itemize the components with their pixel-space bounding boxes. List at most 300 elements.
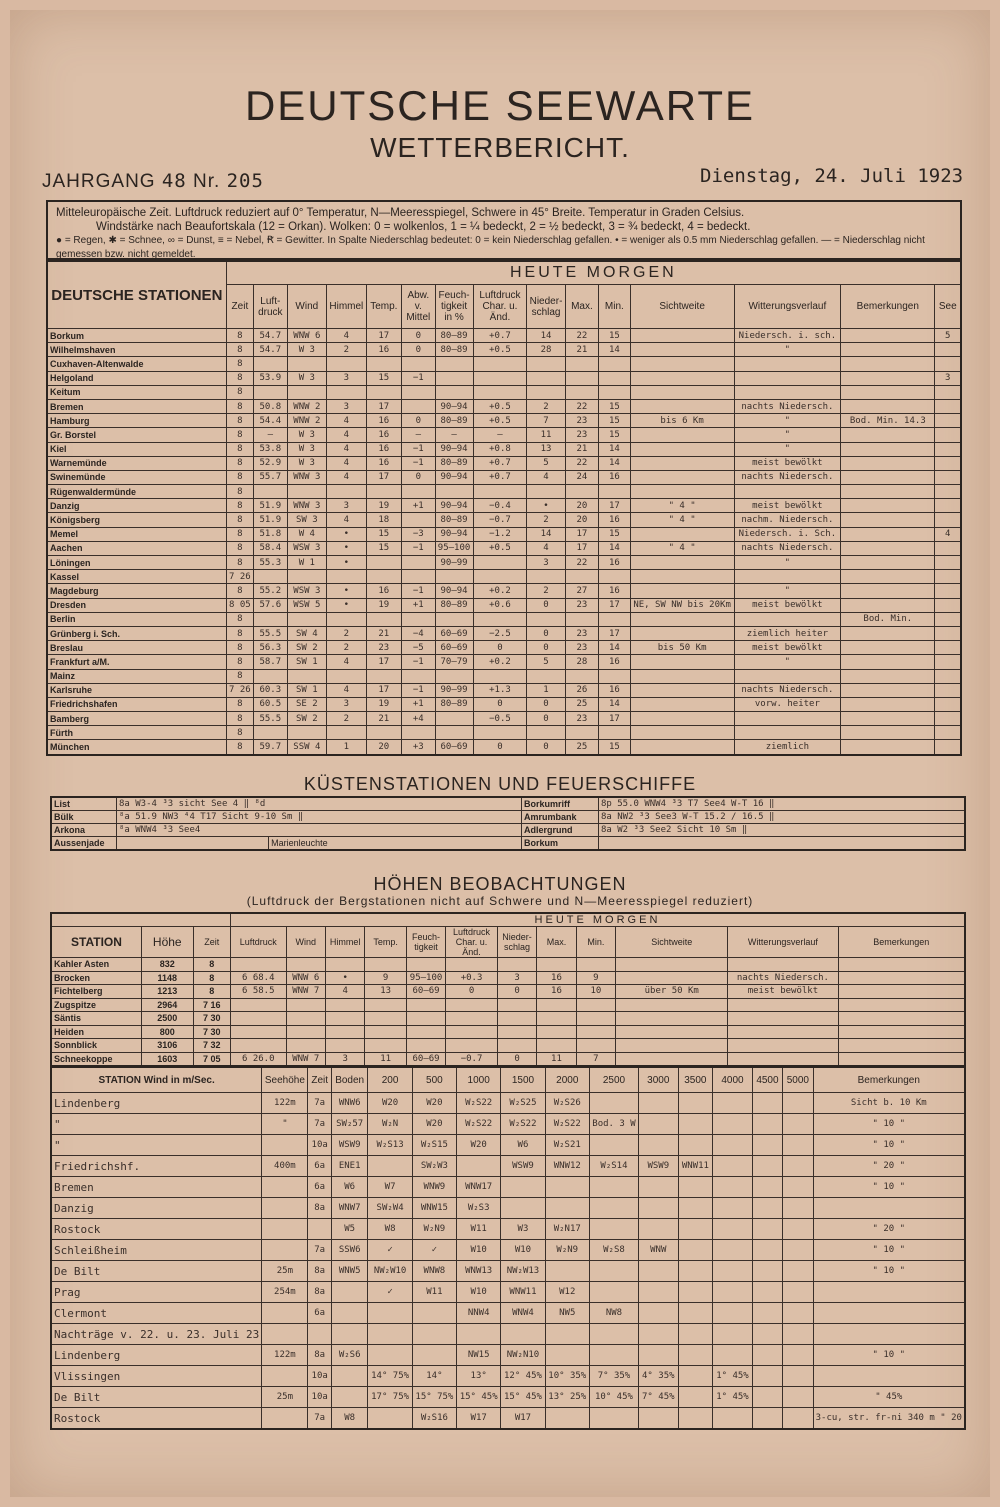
- column-header: 3500: [678, 1067, 713, 1093]
- cell-char: +1.3: [473, 683, 527, 697]
- cell-himmel: 4: [327, 428, 366, 442]
- cell-verlauf: [734, 726, 841, 740]
- cell-c1000: W₂S22: [457, 1093, 501, 1114]
- cell-zeit: 7a: [308, 1093, 331, 1114]
- station-name: Sonnblick: [51, 1039, 141, 1053]
- cell-bem: [813, 1198, 965, 1219]
- cell-bem: [813, 1282, 965, 1303]
- cell-wind: SW 3: [287, 513, 327, 527]
- cell-temp: 17: [366, 399, 402, 413]
- cell-druck: 6 68.4: [230, 971, 286, 985]
- cell-bem: " 10 ": [813, 1135, 965, 1156]
- station-name: Brocken: [51, 971, 141, 985]
- coastal-station: Bülk: [51, 811, 117, 824]
- station-name: Lindenberg: [51, 1345, 262, 1366]
- cell-feucht: [435, 726, 473, 740]
- table-row: [47, 641, 961, 655]
- cell-c5000: [783, 1114, 813, 1135]
- coastal-station: Aussenjade: [51, 837, 117, 851]
- cell-max: 23: [565, 712, 598, 726]
- cell-c4000: 1° 45%: [713, 1387, 753, 1408]
- column-header: Bemerkungen: [813, 1067, 965, 1093]
- cell-c1000: W₂S3: [457, 1198, 501, 1219]
- coastal-mid-label: Marienleuchte: [269, 837, 522, 851]
- station-name: Danzig: [51, 1198, 262, 1219]
- cell-sicht: [630, 329, 734, 343]
- cell-feucht: 60—69: [435, 641, 473, 655]
- cell-c200: [368, 1324, 412, 1345]
- station-name: Heiden: [51, 1025, 141, 1039]
- cell-c4500: [752, 1093, 782, 1114]
- cell-bem: " 10 ": [813, 1345, 965, 1366]
- cell-max: 25: [565, 740, 598, 755]
- cell-c1500: WSW9: [501, 1156, 545, 1177]
- coastal-value: [599, 837, 966, 851]
- cell-feucht: 90—94: [435, 442, 473, 456]
- cell-himmel: [325, 1012, 364, 1026]
- cell-wind: WNW 2: [287, 399, 327, 413]
- hoehen-table: [50, 912, 966, 1067]
- cell-min: [576, 958, 615, 972]
- cell-min: [576, 1025, 615, 1039]
- cell-boden: W₂S6: [331, 1345, 368, 1366]
- station-name: Kahler Asten: [51, 958, 141, 972]
- coastal-value: 8a NW2 ³3 See3 W-T 15.2 / 16.5 ‖: [599, 811, 966, 824]
- station-name: Mainz: [47, 669, 226, 683]
- column-header: Feuch-tigkeit: [406, 927, 445, 958]
- cell-bem: Bod. Min. 14.3: [841, 414, 935, 428]
- cell-verlauf: nachts Niedersch.: [734, 683, 841, 697]
- cell-c200: ✓: [368, 1240, 412, 1261]
- cell-nied: [527, 612, 565, 626]
- cell-c4000: [713, 1156, 753, 1177]
- cell-sicht: [616, 1052, 728, 1066]
- cell-c2000: W₂N17: [545, 1219, 589, 1240]
- cell-c200: [368, 1408, 412, 1430]
- year: 1923: [917, 165, 964, 187]
- table-row: [51, 971, 965, 985]
- cell-zeit: 8: [226, 399, 253, 413]
- station-name: Fichtelberg: [51, 985, 141, 999]
- cell-c3500: [678, 1282, 713, 1303]
- cell-c1000: WNW13: [457, 1261, 501, 1282]
- cell-bem: [841, 399, 935, 413]
- cell-min: 14: [599, 697, 630, 711]
- cell-feucht: 80—89: [435, 343, 473, 357]
- cell-himmel: 4: [327, 456, 366, 470]
- cell-c4500: [752, 1219, 782, 1240]
- cell-see: [935, 712, 961, 726]
- cell-temp: 16: [366, 584, 402, 598]
- station-name: Bremen: [47, 399, 226, 413]
- column-header: Min.: [599, 285, 630, 329]
- cell-verlauf: [734, 669, 841, 683]
- cell-feucht: 60—69: [435, 626, 473, 640]
- cell-char: −2.5: [473, 626, 527, 640]
- cell-verlauf: Niedersch. i. Sch.: [734, 527, 841, 541]
- column-header: Feuch-tigkeit in %: [435, 285, 473, 329]
- cell-sicht: [630, 357, 734, 371]
- cell-c3000: 7° 45%: [639, 1387, 679, 1408]
- cell-temp: 17: [366, 470, 402, 484]
- cell-wind: SSW 4: [287, 740, 327, 755]
- cell-zeit: 7 30: [193, 1012, 230, 1026]
- cell-see: 3: [935, 371, 961, 385]
- table-row: [51, 1039, 965, 1053]
- cell-sicht: [616, 1039, 728, 1053]
- table-row: [51, 1240, 965, 1261]
- table-row: [51, 1219, 965, 1240]
- cell-druck: 53.9: [254, 371, 287, 385]
- coastal-value: 8a W2 ³3 See2 Sicht 10 Sm ‖: [599, 824, 966, 837]
- cell-himmel: 4: [327, 470, 366, 484]
- cell-min: [599, 485, 630, 499]
- coastal-station: Adlergrund: [522, 824, 599, 837]
- cell-hoehe: 254m: [262, 1282, 308, 1303]
- cell-char: [473, 556, 527, 570]
- cell-wind: SE 2: [287, 697, 327, 711]
- table-row: [47, 612, 961, 626]
- station-name: Schleißheim: [51, 1240, 262, 1261]
- column-header: Max.: [537, 927, 576, 958]
- cell-boden: [331, 1324, 368, 1345]
- cell-c500: W₂S16: [412, 1408, 456, 1430]
- cell-wind: W 3: [287, 343, 327, 357]
- cell-zeit: 8: [226, 513, 253, 527]
- cell-zeit: 8: [226, 442, 253, 456]
- cell-c3000: [639, 1177, 679, 1198]
- cell-hoehe: [262, 1219, 308, 1240]
- cell-nied: [497, 998, 536, 1012]
- cell-char: [446, 998, 498, 1012]
- cell-verlauf: meist bewölkt: [734, 641, 841, 655]
- cell-abw: [402, 399, 435, 413]
- table-row: [47, 428, 961, 442]
- cell-c4500: [752, 1303, 782, 1324]
- station-name: Wilhelmshaven: [47, 343, 226, 357]
- cell-abw: [402, 726, 435, 740]
- cell-c2000: [545, 1198, 589, 1219]
- cell-see: [935, 456, 961, 470]
- cell-c4500: [752, 1198, 782, 1219]
- cell-himmel: [325, 1025, 364, 1039]
- cell-bem: [841, 669, 935, 683]
- cell-see: [935, 697, 961, 711]
- cell-bem: [841, 570, 935, 584]
- column-header: Abw. v. Mittel: [402, 285, 435, 329]
- cell-bem: [813, 1366, 965, 1387]
- table-row: [47, 541, 961, 555]
- cell-bem: [841, 470, 935, 484]
- cell-sicht: [630, 683, 734, 697]
- cell-verlauf: [728, 1012, 838, 1026]
- station-name: Rostock: [51, 1219, 262, 1240]
- cell-zeit: 7a: [308, 1408, 331, 1430]
- cell-max: [565, 357, 598, 371]
- column-header: STATION: [51, 927, 141, 958]
- cell-zeit: 8: [226, 385, 253, 399]
- cell-druck: 54.7: [254, 329, 287, 343]
- cell-bem: [841, 385, 935, 399]
- cell-c4500: [752, 1135, 782, 1156]
- cell-char: [446, 1025, 498, 1039]
- table-row: [51, 1025, 965, 1039]
- cell-min: 17: [599, 626, 630, 640]
- cell-feucht: 90—94: [435, 470, 473, 484]
- cell-verlauf: [734, 371, 841, 385]
- station-name: Clermont: [51, 1303, 262, 1324]
- cell-c3500: [678, 1261, 713, 1282]
- table-row: [51, 1366, 965, 1387]
- cell-sicht: [616, 1012, 728, 1026]
- cell-c1500: W17: [501, 1408, 545, 1430]
- cell-abw: +3: [402, 740, 435, 755]
- cell-c2500: [589, 1093, 638, 1114]
- cell-min: [599, 612, 630, 626]
- cell-char: —: [473, 428, 527, 442]
- station-name: Nachträge v. 22. u. 23. Juli 23: [51, 1324, 262, 1345]
- cell-c5000: [783, 1177, 813, 1198]
- cell-himmel: [327, 385, 366, 399]
- cell-bem: [841, 655, 935, 669]
- cell-c2000: NW5: [545, 1303, 589, 1324]
- cell-nied: •: [527, 499, 565, 513]
- section-label: DEUTSCHE STATIONEN: [47, 261, 226, 329]
- cell-bem: [838, 1052, 965, 1066]
- cell-sicht: [630, 385, 734, 399]
- cell-wind: WNW 3: [287, 499, 327, 513]
- table-row: [51, 1052, 965, 1066]
- cell-sicht: über 50 Km: [616, 985, 728, 999]
- cell-feucht: 80—89: [435, 697, 473, 711]
- cell-feucht: [406, 1025, 445, 1039]
- cell-c3000: [639, 1093, 679, 1114]
- column-header: See: [935, 285, 961, 329]
- cell-c5000: [783, 1282, 813, 1303]
- table-row: [47, 399, 961, 413]
- cell-c500: [412, 1303, 456, 1324]
- cell-c200: [368, 1345, 412, 1366]
- cell-temp: 9: [365, 971, 406, 985]
- cell-feucht: [435, 570, 473, 584]
- cell-verlauf: ": [734, 655, 841, 669]
- cell-feucht: 80—89: [435, 456, 473, 470]
- cell-c4000: [713, 1282, 753, 1303]
- cell-temp: [366, 612, 402, 626]
- cell-bem: [841, 499, 935, 513]
- cell-verlauf: meist bewölkt: [728, 985, 838, 999]
- cell-c2500: [589, 1135, 638, 1156]
- cell-temp: [365, 998, 406, 1012]
- cell-feucht: [435, 385, 473, 399]
- cell-c500: 15° 75%: [412, 1387, 456, 1408]
- cell-verlauf: [734, 485, 841, 499]
- cell-himmel: [327, 357, 366, 371]
- cell-bem: " 10 ": [813, 1177, 965, 1198]
- cell-sicht: [630, 399, 734, 413]
- cell-see: [935, 541, 961, 555]
- cell-druck: 60.3: [254, 683, 287, 697]
- cell-hoehe: [262, 1198, 308, 1219]
- cell-druck: [254, 357, 287, 371]
- cell-zeit: 8: [226, 541, 253, 555]
- cell-char: +0.5: [473, 414, 527, 428]
- cell-char: +0.7: [473, 456, 527, 470]
- cell-c2000: W₂S22: [545, 1114, 589, 1135]
- cell-zeit: 8a: [308, 1261, 331, 1282]
- cell-feucht: 80—89: [435, 513, 473, 527]
- cell-c1500: WNW11: [501, 1282, 545, 1303]
- cell-char: [473, 485, 527, 499]
- cell-char: [473, 385, 527, 399]
- column-header: Temp.: [366, 285, 402, 329]
- hoehen-heading: HÖHEN BEOBACHTUNGEN: [373, 874, 627, 894]
- cell-zeit: 7 30: [193, 1025, 230, 1039]
- cell-char: +0.3: [446, 971, 498, 985]
- cell-nied: [527, 669, 565, 683]
- cell-char: +0.5: [473, 399, 527, 413]
- cell-druck: 52.9: [254, 456, 287, 470]
- cell-himmel: 2: [327, 343, 366, 357]
- station-name: Vlissingen: [51, 1366, 262, 1387]
- cell-druck: 51.9: [254, 513, 287, 527]
- cell-max: 23: [565, 414, 598, 428]
- cell-feucht: 90—99: [435, 556, 473, 570]
- cell-hoehe: 800: [141, 1025, 193, 1039]
- cell-temp: [366, 556, 402, 570]
- cell-zeit: 8: [226, 499, 253, 513]
- cell-verlauf: ziemlich heiter: [734, 626, 841, 640]
- cell-verlauf: [728, 998, 838, 1012]
- cell-c1500: [501, 1177, 545, 1198]
- cell-feucht: 90—94: [435, 399, 473, 413]
- cell-druck: [254, 570, 287, 584]
- cell-c2000: 13° 25%: [545, 1387, 589, 1408]
- cell-max: [565, 612, 598, 626]
- cell-boden: [331, 1366, 368, 1387]
- cell-nied: 0: [527, 712, 565, 726]
- cell-c500: W₂S15: [412, 1135, 456, 1156]
- cell-sicht: [630, 343, 734, 357]
- cell-c1000: WNW17: [457, 1177, 501, 1198]
- cell-feucht: [435, 712, 473, 726]
- cell-max: 22: [565, 329, 598, 343]
- cell-max: 24: [565, 470, 598, 484]
- cell-nied: 2: [527, 513, 565, 527]
- cell-zeit: 10a: [308, 1387, 331, 1408]
- cell-bem: [838, 1039, 965, 1053]
- cell-himmel: 3: [327, 399, 366, 413]
- cell-verlauf: nachts Niedersch.: [734, 541, 841, 555]
- cell-bem: [841, 485, 935, 499]
- cell-temp: [366, 485, 402, 499]
- cell-wind: WNW 7: [286, 1052, 325, 1066]
- station-name: Aachen: [47, 541, 226, 555]
- cell-c4000: [713, 1198, 753, 1219]
- cell-sicht: bis 50 Km: [630, 641, 734, 655]
- cell-char: +0.5: [473, 343, 527, 357]
- cell-char: [473, 371, 527, 385]
- cell-boden: ENE1: [331, 1156, 368, 1177]
- cell-abw: [402, 513, 435, 527]
- cell-boden: SW₂57: [331, 1114, 368, 1135]
- cell-sicht: [630, 740, 734, 755]
- cell-c4500: [752, 1408, 782, 1430]
- cell-nied: [497, 1012, 536, 1026]
- cell-sicht: [630, 428, 734, 442]
- cell-hoehe: 1603: [141, 1052, 193, 1066]
- cell-nied: [497, 958, 536, 972]
- column-header: Temp.: [365, 927, 406, 958]
- cell-temp: 16: [366, 428, 402, 442]
- cell-hoehe: [262, 1135, 308, 1156]
- cell-zeit: 8: [226, 626, 253, 640]
- table-row: [51, 824, 965, 837]
- cell-bem: [841, 428, 935, 442]
- cell-hoehe: 25m: [262, 1261, 308, 1282]
- cell-c3500: [678, 1303, 713, 1324]
- cell-c2500: 7° 35%: [589, 1366, 638, 1387]
- cell-bem: 3-cu, str. fr-ni 340 m " 20: [813, 1408, 965, 1430]
- cell-zeit: 8a: [308, 1345, 331, 1366]
- cell-temp: 17: [366, 655, 402, 669]
- table-row: [47, 343, 961, 357]
- cell-verlauf: [728, 1025, 838, 1039]
- station-name: Hamburg: [47, 414, 226, 428]
- cell-himmel: 3: [327, 697, 366, 711]
- cell-c200: NW₂W10: [368, 1261, 412, 1282]
- cell-bem: Sicht b. 10 Km: [813, 1093, 965, 1114]
- station-name: De Bilt: [51, 1387, 262, 1408]
- station-name: Fürth: [47, 726, 226, 740]
- cell-c5000: [783, 1303, 813, 1324]
- cell-bem: [841, 513, 935, 527]
- cell-hoehe: [262, 1366, 308, 1387]
- cell-c3000: [639, 1261, 679, 1282]
- cell-abw: +1: [402, 697, 435, 711]
- cell-zeit: 8: [226, 527, 253, 541]
- cell-himmel: 3: [325, 1052, 364, 1066]
- cell-druck: 60.5: [254, 697, 287, 711]
- cell-c5000: [783, 1135, 813, 1156]
- cell-sicht: [630, 612, 734, 626]
- cell-c2000: W₂N9: [545, 1240, 589, 1261]
- cell-bem: [841, 343, 935, 357]
- column-header: Bemerkungen: [838, 927, 965, 958]
- cell-boden: W8: [331, 1408, 368, 1430]
- cell-feucht: 95—100: [406, 971, 445, 985]
- cell-c5000: [783, 1345, 813, 1366]
- cell-druck: 55.3: [254, 556, 287, 570]
- cell-sicht: [616, 1025, 728, 1039]
- table-row: [47, 513, 961, 527]
- coastal-station: Borkumriff: [522, 797, 599, 811]
- cell-c2000: W₂S21: [545, 1135, 589, 1156]
- cell-wind: [286, 1012, 325, 1026]
- cell-boden: W5: [331, 1219, 368, 1240]
- table-row: [51, 1261, 965, 1282]
- cell-bem: [838, 1012, 965, 1026]
- cell-c2500: W₂S14: [589, 1156, 638, 1177]
- cell-feucht: [435, 357, 473, 371]
- cell-druck: 54.4: [254, 414, 287, 428]
- table-row: [51, 1156, 965, 1177]
- cell-max: 23: [565, 641, 598, 655]
- table-row: [47, 669, 961, 683]
- cell-see: [935, 385, 961, 399]
- cell-feucht: 90—94: [435, 584, 473, 598]
- station-name: Helgoland: [47, 371, 226, 385]
